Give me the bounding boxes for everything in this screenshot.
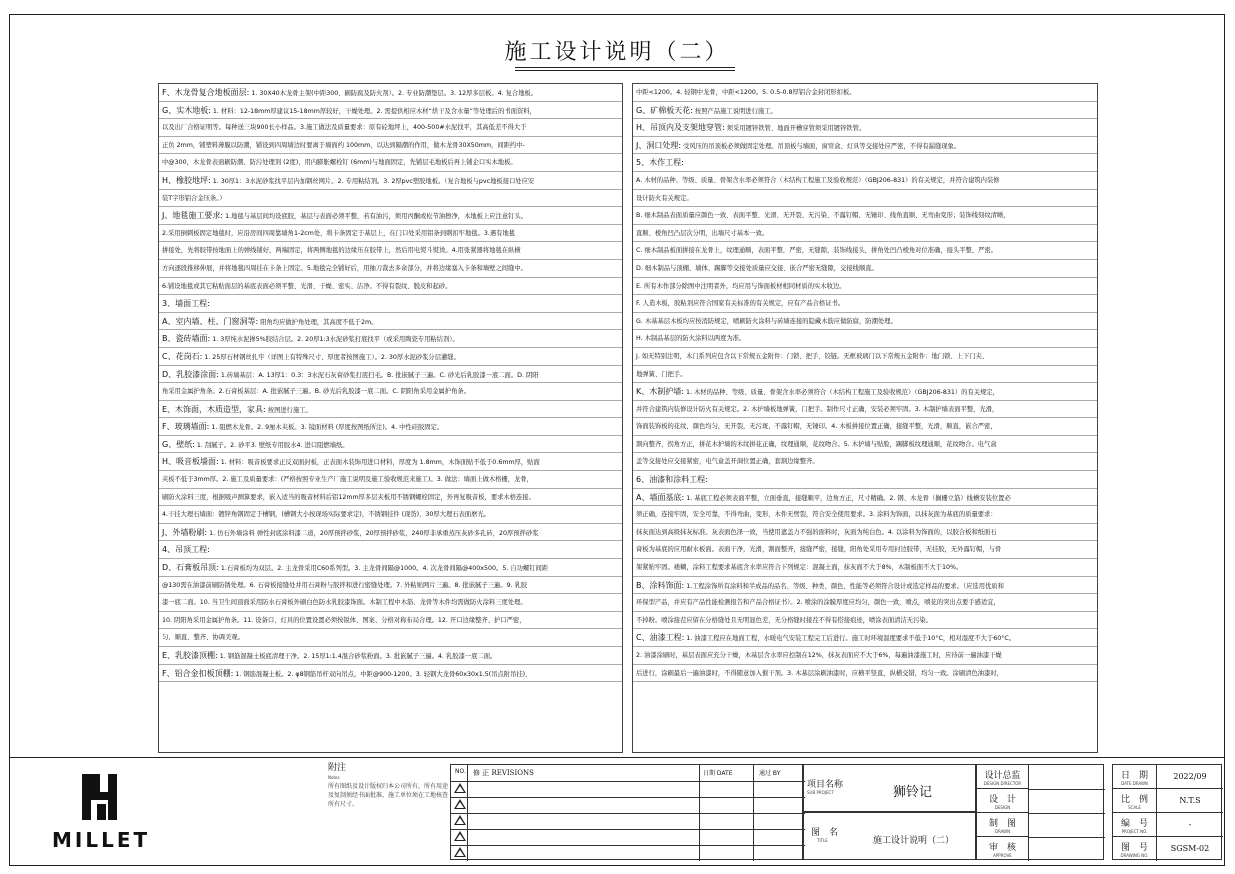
revision-triangle-icon bbox=[454, 815, 466, 825]
title-underline-2 bbox=[515, 70, 735, 71]
spec-line bbox=[159, 84, 622, 102]
spec-text: 2. 油漆涂刷时，基层表面应充分干燥，木基层含水率应控制在12%，抹灰表面应不大于6%，每遍油漆施工时，应待前一遍油漆干燥 bbox=[636, 652, 1002, 659]
spec-line bbox=[159, 612, 622, 630]
approve-label: 审 核 bbox=[988, 843, 1016, 853]
design-label-en: DESIGN bbox=[994, 805, 1011, 810]
spec-line bbox=[633, 190, 1097, 208]
project-label: 项目名称 bbox=[807, 780, 844, 790]
spec-line bbox=[159, 453, 622, 471]
spec-line bbox=[159, 629, 622, 647]
spec-text: 拼接处，先将胶带按地面上的弹线铺好，两端固定，将两侧地毯的边缘压在胶带上，然后用电熨斗熨烫。4.用张紧器将地毯在纵横 bbox=[162, 247, 521, 255]
spec-text: 1. 钢筋混凝土板底清理干净。2. 15厚1:1.4混合砂浆粉面。3. 批嵌腻子三遍。4. 乳胶漆一底二面。 bbox=[219, 653, 497, 660]
spec-line bbox=[633, 260, 1097, 278]
spec-line bbox=[633, 313, 1097, 331]
spec-line bbox=[633, 102, 1097, 120]
spec-text: 正负 2mm，铺塑料薄膜以防潮，铺设到四周墙边时要离于墙面约 100mm，以达到隔潮的作用，做木龙骨30X50mm，间距约中- bbox=[162, 141, 525, 149]
spec-line bbox=[633, 541, 1097, 559]
spec-text: 1. 30X40木龙骨主架(中距300、刷防腐及防火剂）。2. 专业防潮垫层。3. 12厚多层板。4. 复合地板。 bbox=[251, 90, 538, 97]
spec-line bbox=[633, 84, 1097, 102]
rev-date-header: 日期 DATE bbox=[703, 770, 733, 777]
spec-text: 阳角均应做护角处理，其高度不低于2m。 bbox=[260, 318, 378, 326]
spec-text: E. 所有木作部分除图中注明者外，均应用与饰面板材相同材质的实木收边。 bbox=[636, 282, 846, 290]
drawing-no-label: 图 号 bbox=[1120, 843, 1148, 853]
spec-line bbox=[159, 559, 622, 577]
revision-triangle-icon bbox=[454, 799, 466, 809]
spec-line bbox=[159, 172, 622, 190]
revisions-header bbox=[451, 765, 805, 782]
spec-heading: B、瓷砖墙面: bbox=[162, 334, 211, 344]
spec-heading: H、橡胶地坪: bbox=[162, 175, 211, 185]
spec-line bbox=[633, 207, 1097, 225]
spec-heading: J、地毯施工要求: bbox=[162, 211, 224, 221]
rev-no-header: NO. bbox=[455, 768, 466, 775]
spec-line bbox=[159, 119, 622, 137]
spec-heading: 6、油漆和涂料工程: bbox=[636, 475, 708, 485]
spec-line bbox=[159, 278, 622, 296]
spec-heading: C、花岗石: bbox=[162, 351, 203, 361]
spec-text: 1. 25厚石材钢丝扎牢（详图上有特殊尺寸、厚度者按图施工）。2. 30厚水泥砂浆分层灌缝。 bbox=[204, 353, 460, 361]
spec-heading: J、洞口处理: bbox=[636, 140, 682, 150]
spec-line bbox=[159, 577, 622, 595]
spec-line bbox=[633, 119, 1097, 137]
spec-heading: G、实木地板: bbox=[162, 105, 211, 115]
spec-heading: E、乳胶漆顶棚: bbox=[162, 651, 218, 660]
spec-text: 1. 基底工程必须表面平整，立面垂直，接缝顺平，边角方正，尺寸精确。2. 钢、木龙骨（搁栅立筋）线槽安装位置必 bbox=[686, 494, 1011, 502]
spec-line bbox=[159, 594, 622, 612]
spec-line bbox=[633, 453, 1097, 471]
spec-heading: 4、吊顶工程: bbox=[162, 545, 210, 555]
spec-line bbox=[159, 190, 622, 208]
spec-line bbox=[633, 418, 1097, 436]
spec-text: 中@300，木龙骨表面刷防潮、防污处理剂 (2度)，用内膨胀螺栓钉 (6mm)与地面固定，先铺层毛地板后再上铺企口实木地板。 bbox=[162, 159, 517, 167]
spec-line bbox=[633, 278, 1097, 296]
spec-text: 饰面装饰板的花纹，颜色均匀，无开裂，无污斑，不露钉帽，无锤印。4. 木板拼接位置正确，接缝平整，光滑，顺直，嵌合严密， bbox=[636, 423, 997, 431]
spec-line bbox=[633, 225, 1097, 243]
spec-text: 并符合建筑内装修设计防火有关规定。2. 木护墙板地弹簧，门把手。制作尺寸正确，安装必须牢固。3. 木制护墙表面平整，光滑， bbox=[636, 405, 999, 413]
drawing-no-value: SGSM-02 bbox=[1170, 844, 1210, 853]
revision-row bbox=[451, 797, 805, 814]
spec-line bbox=[159, 436, 622, 454]
spec-line bbox=[633, 594, 1097, 612]
spec-text: 1. 3厚纯水泥掺5%胶结合层。2. 20厚1:3水泥砂浆打底找平（或采用陶瓷专用粘结剂）。 bbox=[212, 336, 459, 344]
design-label: 设 计 bbox=[988, 795, 1016, 805]
drawing-name: 施工设计说明（二） bbox=[873, 836, 955, 846]
page-title: 施工设计说明（二） bbox=[504, 40, 730, 65]
date-label-en: DATE DRAWN bbox=[1121, 781, 1148, 786]
spec-line bbox=[633, 330, 1097, 348]
spec-heading: B、涂料饰面: bbox=[636, 580, 685, 590]
spec-heading: H、吸音板墙面: bbox=[162, 457, 219, 467]
spec-line bbox=[633, 612, 1097, 630]
spec-text: @130需在油漆前刷防锈处理。6. 石膏板接缝处并用石膏粉与胶拌和进行密缝处理。7. 外粘贴网片三遍。8. 批嵌腻子三遍。9. 乳胶 bbox=[162, 581, 528, 589]
spec-text: 环保型产品，并应有产品性能检测报告和产品合格证书）。2. 喷涂的涂膜厚度应均匀，颜色一致，喷点，喷花的突出点要手感适宜， bbox=[636, 599, 1000, 607]
spec-line bbox=[159, 489, 622, 507]
spec-text: 10. 阴阳角采用金属护角条。11. 设备口、灯具的位置设置必须按锐体、图案、分格对称布局合理。12. 开口边缘整齐、护口严密， bbox=[162, 616, 526, 624]
spec-line bbox=[633, 172, 1097, 190]
spec-text: 1. 仿石外墙涂料 弹性封底涂料漆二道，20厚预拌砂浆，20厚预拌砂浆，240厚非承重蒸压灰砂多孔砖，20厚预拌砂浆 bbox=[209, 529, 539, 537]
spec-text: 盖等交接处应交接紧密，电气盒盖开洞位置正确，套割边缘整齐。 bbox=[636, 458, 819, 466]
spec-line bbox=[633, 471, 1097, 489]
spec-line bbox=[633, 665, 1097, 683]
spec-heading: F、玻璃墙面: bbox=[162, 422, 210, 432]
director-label: 设计总监 bbox=[984, 771, 1021, 781]
spec-line bbox=[633, 436, 1097, 454]
spec-text: 2.采用倒刺板固定地毯时，应沿房间四周靠墙角1-2cm处，将卡条固定于基层上，在门口处采用铝条到刺扣牢地毯。3.遇有地毯 bbox=[162, 229, 516, 237]
spec-line bbox=[159, 154, 622, 172]
date-value: 2022/09 bbox=[1157, 765, 1223, 789]
spec-line bbox=[633, 559, 1097, 577]
rev-by-header: 通过 BY bbox=[759, 770, 781, 777]
spec-line bbox=[159, 313, 622, 331]
revision-triangle-icon bbox=[454, 783, 466, 793]
spec-text: 1. 材料：12-18mm厚建议15-18mm厚较好，干燥处理。2. 需提供相应木材“烘干及含水量”等处理后的书面资料， bbox=[212, 107, 536, 115]
drawing-sheet bbox=[9, 14, 1225, 866]
drawing-info-table bbox=[1112, 764, 1222, 860]
spec-text: 架紧贴牢固。裱糊，涂料工程要求基底含水率应符合下列规定：混凝土面，抹灰面不大于8%，木制板面不大于10%。 bbox=[636, 564, 963, 572]
spec-text: 1. 刮腻子。2. 砂平3. 壁纸专用胶水4. 进口阻燃墙纸。 bbox=[196, 441, 349, 449]
notes-block bbox=[328, 764, 448, 809]
spec-text: C. 细木制品板面拼接在龙骨上，纹理通顺，表面平整，严密，无缝隙，装饰线接头，拼角处凹凸棱角对位准确，接头平整，严密。 bbox=[636, 247, 998, 255]
revision-row bbox=[451, 781, 805, 798]
spec-text: D. 细木制品与顶棚、墙体、踢脚等交接处质量应交接、嵌合严密无缝隙，交接线顺直。 bbox=[636, 264, 878, 272]
spec-text: B. 细木制品表面质量应颜色一致、表面平整、光滑、无开裂、无污染、不露钉帽、无锤印、线角直顺、无弯曲变形；装饰线刻纹清晰， bbox=[636, 212, 1010, 220]
spec-line bbox=[633, 154, 1097, 172]
spec-line bbox=[159, 506, 622, 524]
spec-text: 须正确，连接牢固，安全可靠，不得弯曲，变形，木件无劈裂，符合安全使用要求。3. 涂料为饰面，以抹灰面为基底的质量要求： bbox=[636, 511, 997, 519]
spec-heading: G、矿棉板天花: bbox=[636, 105, 693, 115]
spec-line bbox=[633, 348, 1097, 366]
spec-line bbox=[159, 295, 622, 313]
drawing-label: 图 名 bbox=[811, 828, 839, 838]
spec-line bbox=[633, 506, 1097, 524]
revisions-table bbox=[450, 764, 804, 860]
project-label-en: SUB PROJECT bbox=[807, 790, 834, 795]
project-no-label-en: PROJECT NO. bbox=[1121, 829, 1148, 834]
spec-line bbox=[159, 541, 622, 559]
spec-line bbox=[159, 471, 622, 489]
drawn-label-en: DRAWN bbox=[994, 829, 1011, 834]
spec-heading: E、木饰面，木质造型，家具: bbox=[162, 404, 266, 414]
spec-heading: 3、墙面工程: bbox=[162, 299, 210, 309]
spec-heading: D、乳胶漆涂面: bbox=[162, 369, 219, 379]
spec-line bbox=[633, 242, 1097, 260]
project-name: 狮铃记 bbox=[893, 785, 933, 800]
spec-text: H. 木制品基层的防火涂料以两度为准。 bbox=[636, 335, 746, 343]
spec-line bbox=[159, 647, 622, 665]
notes-column-right bbox=[632, 83, 1098, 753]
revision-row bbox=[451, 829, 805, 846]
notes-column-left bbox=[158, 83, 623, 753]
spec-text: 1.石膏板均为双层。2. 主龙骨采用C60系列型。3. 主龙骨间隔@1000。4. 次龙骨间隔@400x500。5. 自功螺钉间距 bbox=[220, 565, 549, 573]
spec-text: 后进行，涂刷最后一遍油漆时，不得随意加入催干剂。3. 木基层涂刷油漆时，应横平竖直，纵横交错，均匀一致。涂刷清色油漆时， bbox=[636, 669, 1003, 677]
spec-text: 刷防火涂料三度，根据吸声测算要求，嵌入适当的吸音材料后铝12mm厚多层夹板用不锈钢螺栓固定，外再复吸音板，要求木格连接。 bbox=[162, 493, 535, 501]
title-block bbox=[10, 757, 1224, 868]
spec-heading: G、壁纸: bbox=[162, 439, 195, 449]
revision-row bbox=[451, 845, 805, 861]
scale-label-en: SCALE bbox=[1128, 805, 1141, 810]
spec-text: 按图进行施工。 bbox=[267, 406, 312, 414]
approve-label-en: APPROVE bbox=[993, 853, 1012, 858]
spec-text: 4.干挂大理石墙面：镀锌角钢固定于槽钢，(槽钢大小按现场实际要求定)，不锈钢挂件 (现货)，30厚大理石表面磨光。 bbox=[162, 511, 491, 519]
spec-heading: J、外墙粉刷: bbox=[162, 527, 208, 537]
spec-text: 1. 木材的品种、等级、质量、骨架含水率必须符合（木结构工程施工及验收规范）（GBJ206-831）的有关规定， bbox=[685, 389, 999, 397]
spec-text: 6.铺设地毯或其它粘贴面层的基底表面必须平整、光滑、干燥、密实、洁净。不得有裂纹、脱皮和起砂。 bbox=[162, 282, 452, 290]
spec-line bbox=[633, 383, 1097, 401]
spec-line bbox=[159, 665, 622, 683]
spec-line bbox=[159, 207, 622, 225]
title-underline bbox=[515, 67, 735, 68]
date-label: 日 期 bbox=[1120, 771, 1148, 781]
spec-line bbox=[633, 366, 1097, 384]
spec-text: 中距<1200。4. 轻钢中龙骨，中距<1200。5. 0.5-0.8厚铝合金封闭形扣板。 bbox=[636, 89, 856, 96]
spec-line bbox=[159, 366, 622, 384]
spec-line bbox=[159, 242, 622, 260]
spec-text: 1.工程涂饰所有涂料和半成品的品名、等级、种类、颜色、性能等必须符合设计或选定样品的要求。（应选用优质和 bbox=[686, 582, 1004, 590]
spec-line bbox=[633, 647, 1097, 665]
spec-line bbox=[633, 629, 1097, 647]
spec-text: 装T字形铝合金压条。） bbox=[162, 194, 226, 202]
spec-line bbox=[633, 401, 1097, 419]
spec-text: 抹灰面达到高级抹灰标准。灰表面色泽一致，当使用遮盖力不强的面料时，灰面为纯白色。4. 以涂料为饰面的，以胶合板和纸面石 bbox=[636, 528, 997, 536]
spec-line bbox=[159, 260, 622, 278]
director-label-en: DESIGN DIRECTOR bbox=[983, 781, 1022, 786]
spec-heading: F、铝合金扣板顶棚: bbox=[162, 668, 234, 678]
spec-line bbox=[159, 418, 622, 436]
spec-text: 直顺、棱角凹凸层次分明，出墙尺寸基本一致。 bbox=[636, 229, 769, 237]
spec-text: G. 木基基层木板均应按消防规定，喷刷防火涂料与砖墙连接的隐藏木筋应做防腐，防潮处理。 bbox=[636, 317, 897, 325]
spec-text: 1. 油漆工程应在地面工程、水暖电气安装工程完工后进行。施工时环境温度要求不低于10°C，相对湿度不大于60°C。 bbox=[686, 635, 1016, 643]
rev-title-header: 修 正 REVISIONS bbox=[473, 769, 534, 777]
revision-triangle-icon bbox=[454, 847, 466, 857]
spec-line bbox=[159, 383, 622, 401]
spec-text: 割向整齐，拐角方正，拼花木护墙的木纹拼花正确，纹理通顺，花纹吻合。5. 木护墙与贴脸，踢脚板纹理通顺，花纹吻合。电气盒 bbox=[636, 440, 997, 448]
spec-heading: F、木龙骨复合地板面层: bbox=[162, 88, 250, 97]
spec-text: 1. 钢筋混凝土板。2. φ8钢筋吊杆双向吊点，中距@900-1200。3. 轻钢大龙骨60x30x1.5(吊点附吊挂)， bbox=[235, 670, 532, 678]
spec-line bbox=[159, 524, 622, 542]
spec-text: 受风压的吊顶板必须做固定处理。吊顶板与墙面，窗帘盒、灯具等交接处应严密，不得有漏缝现象。 bbox=[683, 142, 961, 150]
spec-text: 不掉粉。喷涂接茬应留在分格缝处且无明显色差，无分格缝时接茬不得有搭接痕迹，喷涂表面清洁无污染。 bbox=[636, 616, 932, 624]
drawn-label: 制 图 bbox=[988, 819, 1016, 829]
project-no-label: 编 号 bbox=[1120, 819, 1148, 829]
spec-line bbox=[633, 524, 1097, 542]
signoff-table bbox=[976, 764, 1104, 860]
spec-line bbox=[159, 102, 622, 120]
spec-text: 地弹簧、门把手。 bbox=[636, 370, 687, 378]
revision-row bbox=[451, 813, 805, 830]
spec-heading: A、墙面基底: bbox=[636, 492, 685, 502]
spec-text: 1. 阻燃木龙骨。2. 9厘木夹板。3. 镜面材料 (厚度按图纸所注)。4. 中性硅胶固定。 bbox=[211, 424, 444, 432]
spec-line bbox=[159, 330, 622, 348]
spec-line bbox=[159, 348, 622, 366]
spec-heading: A、室内墙、柱、门窗洞等: bbox=[162, 316, 259, 326]
spec-text: J. 如无特别注明，木门系列应包含以下常规五金附件：门锁、把手、铰链。无框玻璃门以下常规五金附件：地门锁、上下门夹、 bbox=[636, 352, 989, 360]
spec-text: 角采用金属护角条。2.石膏板基层：A. 批嵌腻子三遍。B. 砂光后乳胶漆一底二面。C. 阴阳角采用金属护角条。 bbox=[162, 388, 470, 396]
project-name-cell bbox=[802, 764, 976, 812]
spec-line bbox=[633, 577, 1097, 595]
spec-heading: K、木制护墙: bbox=[636, 387, 684, 397]
spec-text: F. 人造木板，胶粘剂应符合国家有关标准的有关规定，应有产品合格证书。 bbox=[636, 300, 845, 308]
spec-line bbox=[633, 295, 1097, 313]
spec-text: A. 木材的品种、等级、质量、骨架含水率必须符合（木结构工程施工及验收规范）（GBJ206-831）的有关规定，并符合建筑内装修 bbox=[636, 176, 1000, 184]
spec-text: 1. 30厚1：3水泥砂浆找平层内加钢丝网片。2. 专用粘结剂。3. 2厚pvc塑胶地板。（复合地板与pvc地板接口处应安 bbox=[212, 177, 535, 185]
spec-text: 夹板不低于3mm厚。2. 施工及质量要求：(严格按照专业生产厂施工说明及施工验收规范来施工)。3. 做法：墙面上做木格栅，龙骨， bbox=[162, 476, 533, 484]
notes-label-en: Notes bbox=[328, 775, 340, 780]
spec-text: 1. 材料：吸音板要求正反双面封板，正表面木装饰用进口材料，厚度为 1.8mm，木饰面贴不低于0.6mm厚，贴面 bbox=[220, 459, 540, 467]
notes-text: 所有图纸及设计版权归本公司所有，所有用途及复制须经书面批准，施工单位须在工地核查所有尺寸。 bbox=[328, 783, 449, 808]
spec-line bbox=[159, 401, 622, 419]
scale-value: N.T.S bbox=[1157, 789, 1223, 813]
scale-label: 比 例 bbox=[1120, 795, 1148, 805]
spec-text: 以及出厂合格证明等。每种送三块900长小样品。3.施工做法及质量要求：原有砼地坪上，400-500#水泥找平，其高低差不得大于 bbox=[162, 124, 527, 132]
spec-line bbox=[159, 137, 622, 155]
spec-text: 匀、顺直、整齐、协调美观。 bbox=[162, 634, 244, 642]
revision-triangle-icon bbox=[454, 831, 466, 841]
spec-text: 按照产品施工说明进行施工。 bbox=[694, 107, 777, 115]
spec-text: 1.砖墙基层：A. 13厚1：0.3：3水泥石灰膏砂浆打底扫毛。B. 批嵌腻子三遍。C. 砂光后乳胶漆一底二面。D. 阴阳 bbox=[220, 371, 539, 379]
spec-line bbox=[633, 137, 1097, 155]
spec-heading: 5、木作工程: bbox=[636, 158, 684, 168]
spec-text: 设计防火有关规定。 bbox=[636, 194, 693, 202]
drawing-title-cell bbox=[802, 812, 976, 860]
spec-text: 膏板为基底的应用耐水板面。表面干净，光滑，割面整齐，接缝严密，接缝，阳角处采用专用封边胶带，无挂胶，无外露钉帽，与骨 bbox=[636, 546, 1002, 554]
drawing-no-label-en: DRAWING NO. bbox=[1120, 853, 1149, 858]
spec-text: 须采用镀锌铁管、地面开槽穿管须采用镀锌铁管。 bbox=[726, 125, 866, 133]
brand-name: MILLET bbox=[52, 828, 151, 852]
project-no-value: - bbox=[1157, 813, 1223, 837]
spec-heading: C、油漆工程: bbox=[636, 633, 685, 643]
notes-label: 附注 bbox=[328, 763, 347, 773]
spec-heading: H、吊顶内及支架地穿管: bbox=[636, 123, 725, 133]
spec-text: 漆一底二面。10. 当卫生间顶面采用防水石膏板外刷白色防水乳胶漆饰面。木制工程中木筋、龙骨等木件均需做防火涂料三度处理。 bbox=[162, 599, 527, 607]
spec-line bbox=[633, 489, 1097, 507]
spec-text: 1.地毯与基层间均设底胶，基层与表面必须平整，若有油污，须用丙酮或松节油擦净，木地板上应注意钉头。 bbox=[225, 213, 528, 221]
spec-line bbox=[159, 225, 622, 243]
drawing-label-en: TITLE bbox=[817, 838, 828, 843]
spec-heading: D、石膏板吊顶: bbox=[162, 563, 219, 573]
spec-text: 方向逐段推移伸展，并将地毯四周挂在卡条上固定。5.地毯完全铺好后，用抽刀裁去多余部分，并将边缘塞入卡条和墙壁之间缝中。 bbox=[162, 264, 527, 272]
